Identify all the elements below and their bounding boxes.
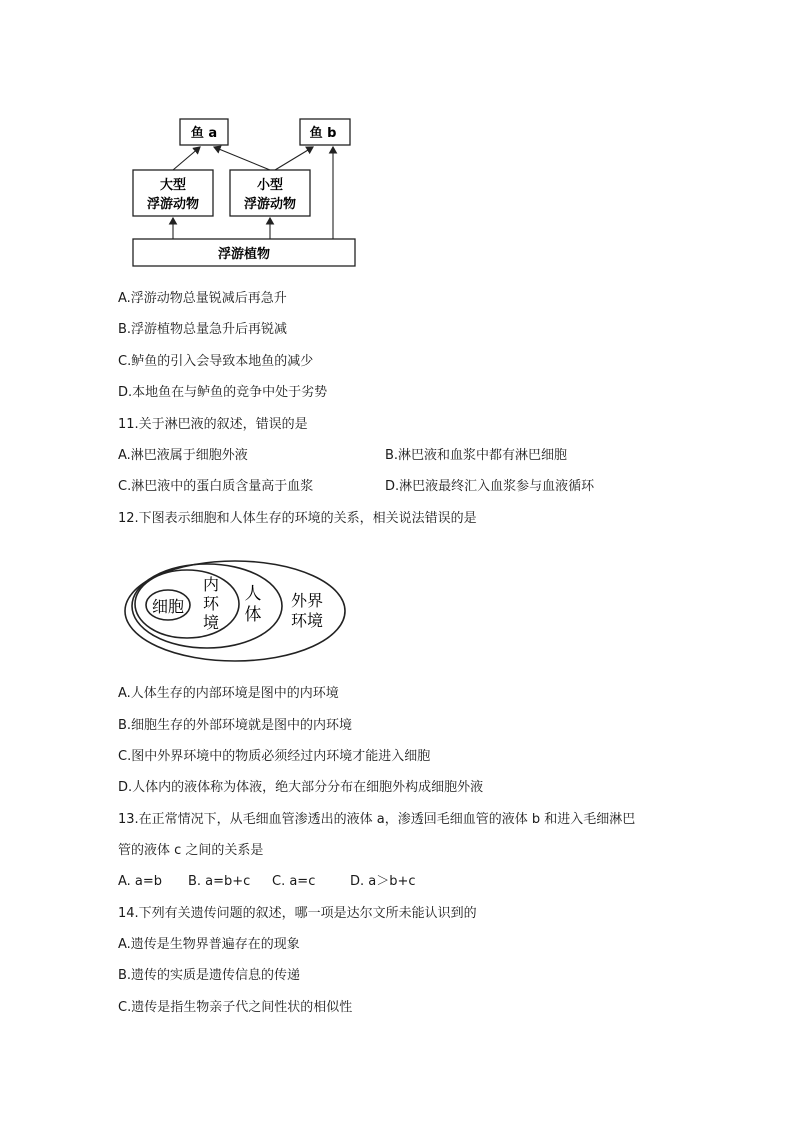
- q10-option-c: C.鲈鱼的引入会导致本地鱼的减少: [118, 354, 314, 369]
- arrow-small-to-fish-b: [275, 147, 313, 170]
- body-label-1: 人: [244, 584, 262, 604]
- internal-env-label-3: 境: [202, 613, 220, 632]
- q10-option-b: B.浮游植物总量急升后再锐减: [118, 322, 288, 337]
- large-zooplankton-line2: 浮游动物: [146, 197, 200, 212]
- body-label-2: 体: [244, 605, 262, 625]
- fish-b-label: 鱼 b: [309, 126, 337, 141]
- food-web-diagram: [125, 112, 365, 272]
- q12-option-d: D.人体内的液体称为体液，绝大部分分布在细胞外构成细胞外液: [118, 780, 484, 795]
- q14-option-b: B.遗传的实质是遗传信息的传递: [118, 968, 301, 983]
- environment-diagram: [122, 556, 352, 668]
- phytoplankton-label: 浮游植物: [217, 247, 271, 262]
- q12-option-a: A.人体生存的内部环境是图中的内环境: [118, 686, 339, 701]
- small-zooplankton-line1: 小型: [256, 178, 284, 193]
- cell-label: 细胞: [151, 597, 185, 616]
- q14-stem: 14.下列有关遗传问题的叙述，哪一项是达尔文所未能认识到的: [118, 906, 477, 921]
- q13-option-d: D. a＞b+c: [350, 874, 416, 889]
- q11-option-b: B.淋巴液和血浆中都有淋巴细胞: [385, 448, 568, 463]
- q11-option-c: C.淋巴液中的蛋白质含量高于血浆: [118, 479, 314, 494]
- q13-option-c: C. a=c: [272, 874, 316, 889]
- q14-option-a: A.遗传是生物界普遍存在的现象: [118, 937, 300, 952]
- q13-stem-line2: 管的液体 c 之间的关系是: [118, 843, 264, 858]
- q11-stem: 11.关于淋巴液的叙述，错误的是: [118, 417, 308, 432]
- q10-option-d: D.本地鱼在与鲈鱼的竞争中处于劣势: [118, 385, 328, 400]
- internal-environment-ellipse: [135, 570, 239, 638]
- q14-option-c: C.遗传是指生物亲子代之间性状的相似性: [118, 1000, 353, 1015]
- q13-options-row: [118, 873, 416, 891]
- q11-option-a: A.淋巴液属于细胞外液: [118, 448, 248, 463]
- q11-option-d: D.淋巴液最终汇入血浆参与血液循环: [385, 479, 595, 494]
- outer-env-label-1: 外界: [290, 591, 324, 610]
- large-zooplankton-line1: 大型: [159, 178, 187, 193]
- outer-env-label-2: 环境: [290, 611, 324, 630]
- arrow-small-to-fish-a: [214, 147, 270, 170]
- arrow-large-to-fish-a: [173, 147, 200, 170]
- q13-option-a: A. a=b: [118, 874, 163, 889]
- fish-a-label: 鱼 a: [190, 126, 218, 141]
- q13-stem-line1: 13.在正常情况下，从毛细血管渗透出的液体 a，渗透回毛细血管的液体 b 和进入毛细淋巴: [118, 812, 636, 827]
- small-zooplankton-line2: 浮游动物: [243, 197, 297, 212]
- q13-option-b: B. a=b+c: [188, 874, 251, 889]
- internal-env-label-1: 内: [202, 575, 220, 594]
- q12-option-b: B.细胞生存的外部环境就是图中的内环境: [118, 718, 353, 733]
- internal-env-label-2: 环: [202, 594, 220, 613]
- q10-option-a: A.浮游动物总量锐减后再急升: [118, 291, 287, 306]
- q12-stem: 12.下图表示细胞和人体生存的环境的关系，相关说法错误的是: [118, 511, 477, 526]
- q12-option-c: C.图中外界环境中的物质必须经过内环境才能进入细胞: [118, 749, 431, 764]
